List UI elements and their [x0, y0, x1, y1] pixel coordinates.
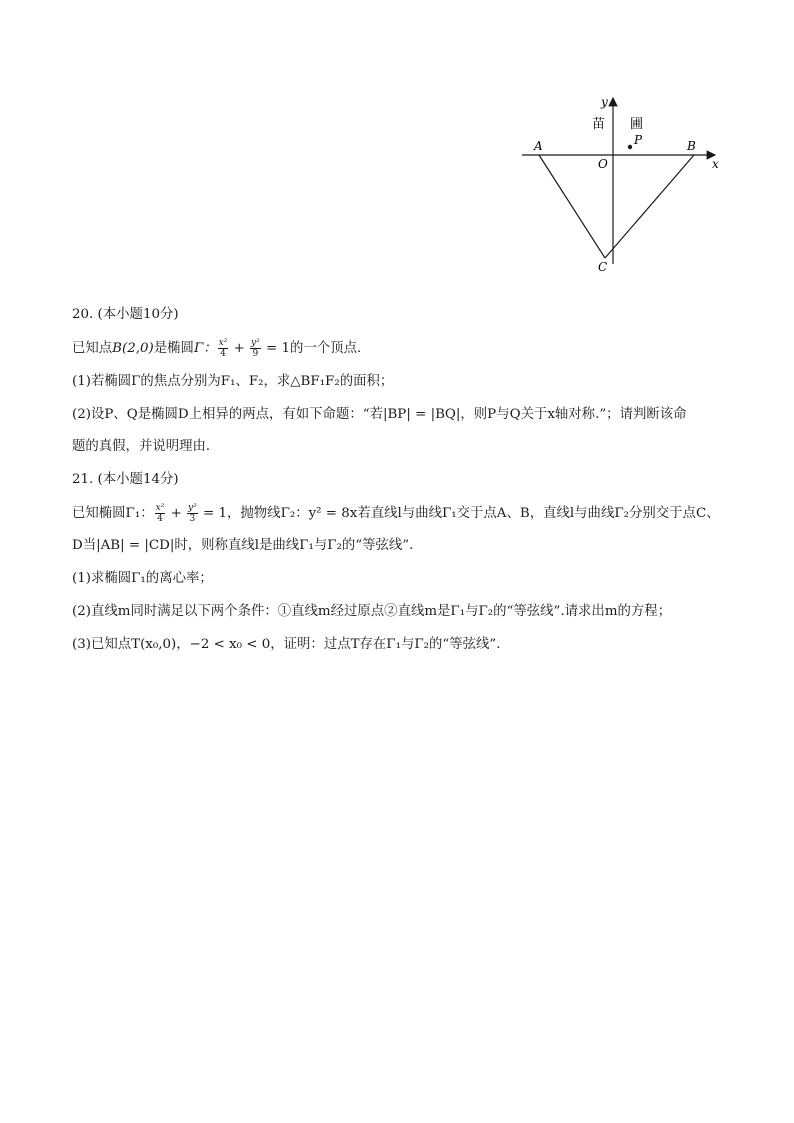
p21-frac2 — [187, 503, 198, 524]
p21-frac2-num: y² — [188, 503, 197, 513]
problem20-part1: (1)若椭圆Γ的焦点分别为F₁、F₂，求△BF₁F₂的面积； — [72, 374, 394, 389]
problem20-part2-line2: 题的真假，并说明理由． — [72, 439, 220, 454]
problem20-stem — [72, 338, 722, 359]
p20-frac1-den: 4 — [220, 349, 226, 359]
label-char-left: 苗 — [592, 117, 606, 132]
p20-frac1 — [218, 338, 229, 359]
p20-stem-eq: = 1的一个顶点． — [261, 341, 371, 356]
problem20-part2-line1: (2)设P、Q是椭圆D上相异的两点，有如下命题：“若|BP| = |BQ|，则P与Q关于x轴对称.”；请判断该命 — [72, 407, 687, 422]
segment-ac — [539, 155, 605, 258]
problem21-stem-line1 — [72, 503, 722, 524]
p20-frac2 — [250, 338, 261, 359]
figure-svg — [510, 88, 730, 278]
p20-stem-point: B(2,0) — [112, 341, 154, 356]
label-y: y — [601, 95, 608, 109]
p21-frac1 — [155, 503, 166, 524]
p21-frac1-den: 4 — [157, 514, 163, 524]
problem21-part2: (2)直线m同时满足以下两个条件：①直线m经过原点②直线m是Γ₁与Γ₂的“等弦线”.请求出m的方程； — [72, 604, 672, 619]
problems-content — [72, 305, 722, 668]
p21-plus: + — [166, 506, 187, 521]
p20-stem-mid: 是椭圆 — [153, 341, 194, 356]
p20-frac2-num: y² — [251, 338, 260, 348]
problem21-part1: (1)求椭圆Γ₁的离心率； — [72, 571, 213, 586]
label-b: B — [687, 139, 696, 153]
p20-frac1-num: x² — [218, 338, 228, 348]
p20-stem-gamma: Γ： — [193, 341, 217, 356]
label-c: C — [598, 260, 608, 274]
problem21-header: 21. (本小题14分) — [72, 472, 179, 487]
p20-frac2-den: 9 — [252, 349, 259, 359]
p21-stem-pre: 已知椭圆Γ₁： — [72, 506, 154, 521]
point-p — [628, 145, 632, 149]
label-a: A — [534, 139, 543, 153]
label-o: O — [598, 157, 608, 171]
problem21-part3: (3)已知点T(x₀,0)，−2 < x₀ < 0，证明：过点T存在Γ₁与Γ₂的“等弦线”． — [72, 637, 510, 652]
problem20-header: 20. (本小题10分) — [72, 307, 179, 322]
p20-stem-pre: 已知点 — [72, 341, 113, 356]
problem21-stem-line2: D当|AB| = |CD|时，则称直线l是曲线Γ₁与Γ₂的“等弦线”． — [72, 538, 423, 553]
label-char-right: 圃 — [630, 117, 644, 132]
label-x: x — [712, 157, 719, 171]
p21-frac2-den: 3 — [189, 514, 196, 524]
label-p: P — [634, 133, 643, 147]
coordinate-figure — [510, 88, 730, 278]
p21-frac1-num: x² — [155, 503, 165, 513]
p20-plus: + — [229, 341, 250, 356]
segment-bc — [605, 155, 694, 258]
p21-stem-rest: = 1，抛物线Γ₂：y² = 8x若直线l与曲线Γ₁交于点A、B，直线l与曲线Γ₂分别交于点C、 — [198, 506, 720, 521]
